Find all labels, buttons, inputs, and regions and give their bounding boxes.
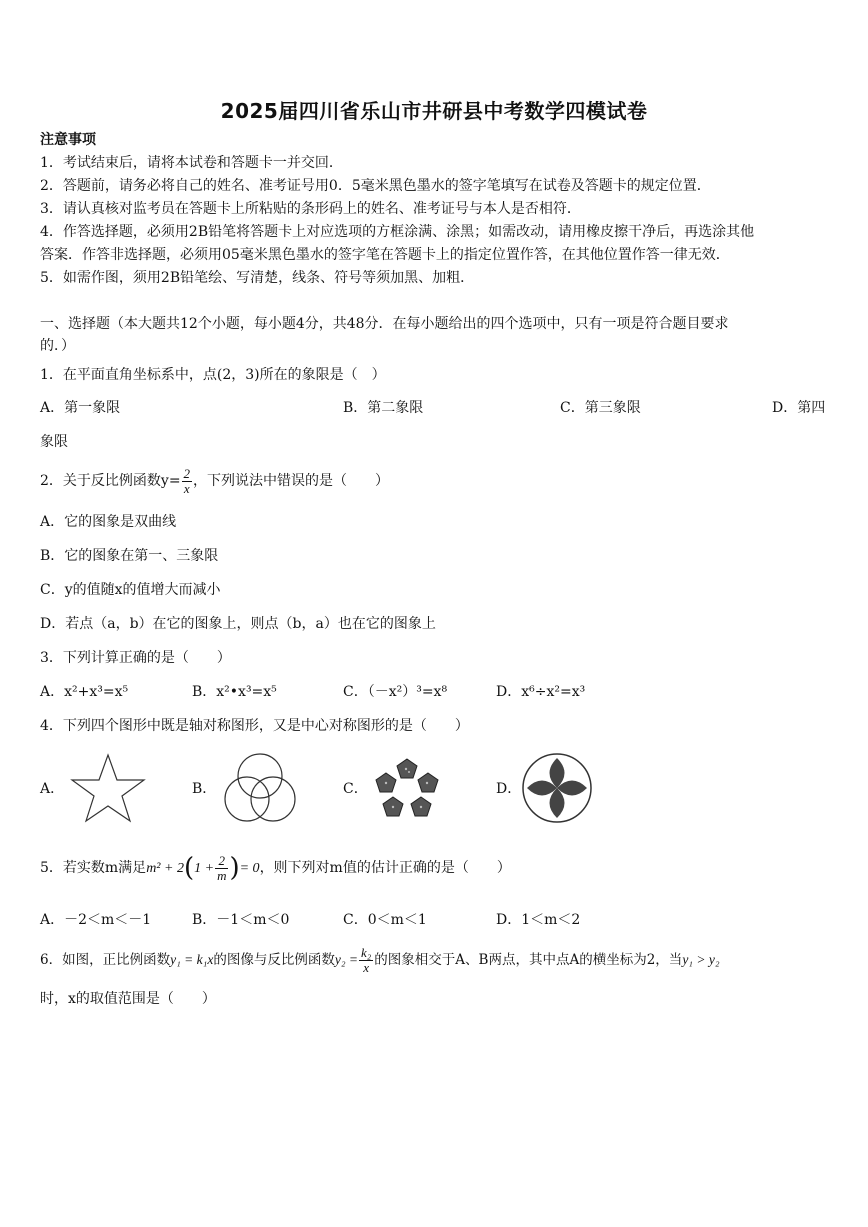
q5-frac-num: 2 bbox=[215, 854, 228, 869]
q2-option-c: C．y的值随x的值增大而减小 bbox=[40, 582, 221, 598]
notice-item-2: 2．答题前，请务必将自己的姓名、准考证号用0．5毫米黑色墨水的签字笔填写在试卷及答题卡的规定位置． bbox=[40, 178, 711, 194]
q2-option-a: A．它的图象是双曲线 bbox=[40, 514, 177, 530]
question-3-stem: 3．下列计算正确的是（ ） bbox=[40, 650, 231, 666]
three-circles-figure bbox=[218, 750, 302, 826]
q5-option-a: A．－2＜m＜－1 bbox=[40, 912, 152, 928]
section-heading: 一、选择题（本大题共12个小题，每小题4分，共48分．在每小题给出的四个选项中，只有一项是符合题目要求 bbox=[40, 316, 729, 332]
q1-option-b: B．第二象限 bbox=[343, 400, 424, 416]
circle-petals-figure bbox=[520, 751, 594, 825]
q6-part-1: 6．如图，正比例函数 bbox=[40, 952, 171, 968]
notice-item-4-cont: 答案．作答非选择题，必须用05毫米黑色墨水的签字笔在答题卡上的指定位置作答，在其他位置作答一律无效． bbox=[40, 247, 730, 263]
q5-right-paren: ) bbox=[229, 853, 240, 883]
q5-option-b: B．－1＜m＜0 bbox=[192, 912, 290, 928]
q6-frac-num: k₂ bbox=[361, 945, 372, 960]
notice-item-5: 5．如需作图，须用2B铅笔绘、写清楚，线条、符号等须加黑、加粗． bbox=[40, 270, 475, 286]
q4-option-c: C． bbox=[343, 781, 368, 797]
q5-left-paren: ( bbox=[183, 853, 195, 883]
q6-formula-1: y₁ = k₁x bbox=[170, 952, 214, 967]
q2-fraction bbox=[182, 467, 193, 496]
notice-item-3: 3．请认真核对监考员在答题卡上所粘贴的条形码上的姓名、准考证号与本人是否相符． bbox=[40, 201, 581, 217]
page-title: 2025届四川省乐山市井研县中考数学四模试卷 bbox=[220, 99, 648, 123]
q6-fraction bbox=[359, 946, 373, 975]
q5-option-c: C．0＜m＜1 bbox=[343, 912, 427, 928]
q2-option-b: B．它的图象在第一、三象限 bbox=[40, 548, 219, 564]
pentagons-figure bbox=[371, 755, 443, 821]
q6-formula-3: y₁ > y₂ bbox=[682, 952, 720, 967]
q4-option-b: B． bbox=[192, 781, 217, 797]
q5-option-d: D．1＜m＜2 bbox=[496, 912, 581, 928]
q2-prefix: 2．关于反比例函数y= bbox=[40, 473, 181, 489]
q2-option-d: D．若点（a，b）在它的图象上，则点（b，a）也在它的图象上 bbox=[40, 616, 436, 632]
q1-option-d-cont: 象限 bbox=[40, 434, 68, 450]
q1-option-c: C．第三象限 bbox=[560, 400, 641, 416]
q1-option-d: D．第四 bbox=[772, 400, 826, 416]
q5-eq-inner: 1 + bbox=[194, 861, 215, 876]
q6-formula-2: y₂ = bbox=[334, 952, 358, 967]
q5-fraction bbox=[215, 854, 228, 883]
q6-frac-den: x bbox=[363, 960, 370, 975]
q2-frac-num: 2 bbox=[183, 465, 191, 481]
notice-heading: 注意事项 bbox=[40, 132, 96, 148]
q4-option-a: A． bbox=[40, 781, 65, 797]
notice-item-1: 1．考试结束后，请将本试卷和答题卡一并交回． bbox=[40, 155, 343, 171]
question-5-stem bbox=[40, 851, 511, 886]
q6-line-2: 时，x的取值范围是（ ） bbox=[40, 991, 216, 1007]
q4-option-d: D． bbox=[496, 781, 522, 797]
q2-suffix: ，下列说法中错误的是（ ） bbox=[193, 473, 390, 489]
question-6-stem bbox=[40, 944, 720, 976]
q5-suffix: ，则下列对m值的估计正确的是（ ） bbox=[259, 860, 511, 876]
q1-option-a: A．第一象限 bbox=[40, 400, 121, 416]
q5-eq-end: = 0 bbox=[239, 861, 260, 876]
section-heading-cont: 的．） bbox=[40, 338, 75, 354]
q5-frac-den: m bbox=[217, 867, 227, 883]
q3-option-c: C．（－x²）³=x⁸ bbox=[343, 684, 448, 700]
star-figure bbox=[68, 751, 148, 825]
q6-part-3: 的图象相交于A、B两点，其中点A的横坐标为2，当 bbox=[374, 952, 683, 968]
q5-prefix: 5．若实数m满足 bbox=[40, 860, 147, 876]
notice-item-4: 4．作答选择题，必须用2B铅笔将答题卡上对应选项的方框涂满、涂黑；如需改动，请用橡皮擦干净后，再选涂其他 bbox=[40, 224, 755, 240]
q3-option-a: A．x²+x³=x⁵ bbox=[40, 684, 129, 700]
q5-eq-start: m² + 2 bbox=[146, 861, 184, 876]
question-1-stem: 1．在平面直角坐标系中，点(2，3)所在的象限是（ ） bbox=[40, 367, 386, 383]
q2-frac-den: x bbox=[183, 480, 190, 496]
question-4-stem: 4．下列四个图形中既是轴对称图形，又是中心对称图形的是（ ） bbox=[40, 718, 469, 734]
q6-part-2: 的图像与反比例函数 bbox=[213, 952, 335, 968]
q3-option-b: B．x²•x³=x⁵ bbox=[192, 684, 277, 700]
q3-option-d: D．x⁶÷x²=x³ bbox=[496, 684, 586, 700]
question-2-stem bbox=[40, 466, 389, 496]
